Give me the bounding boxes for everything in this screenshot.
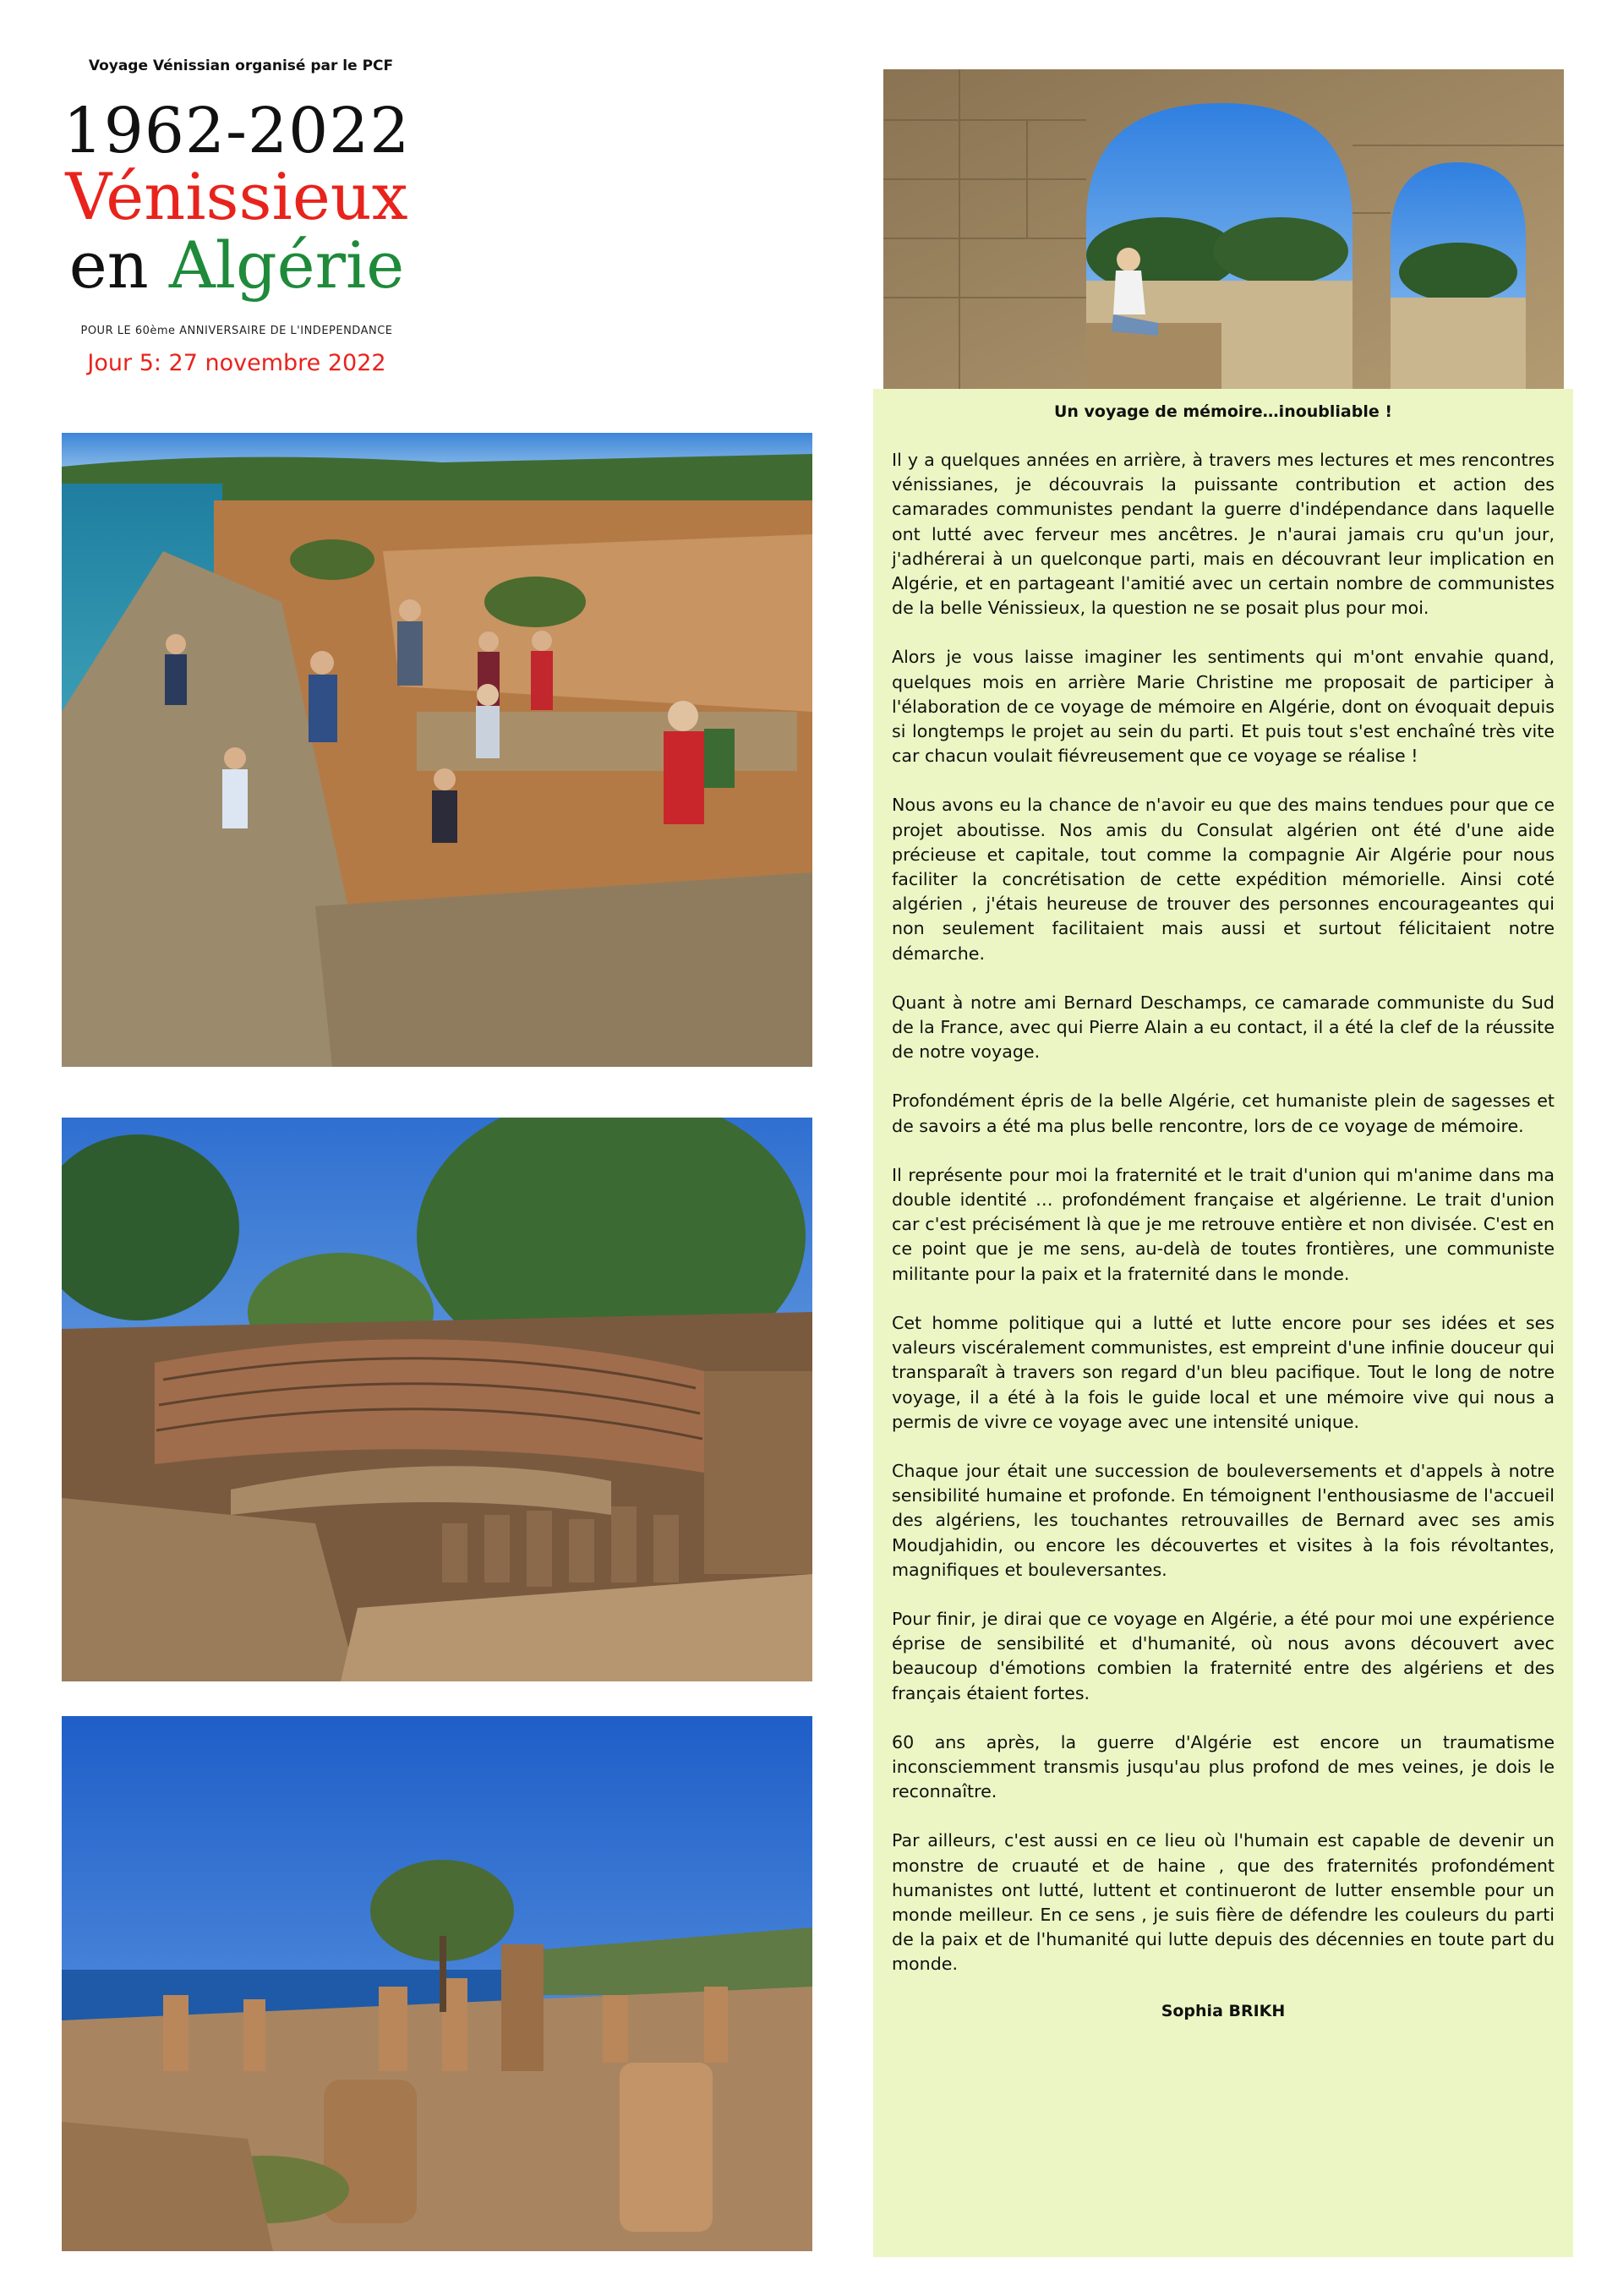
- article-panel: [873, 389, 1573, 2257]
- article-paragraph: Par ailleurs, c'est aussi en ce lieu où l'humain est capable de devenir un monstre de cruauté et de haine , que des fraternités profondément humanistes ont lutté, luttent et continueront de lutter ensemble pour un monde meilleur. En ce sens , je suis fière de défendre les couleurs du parti de la paix et de l'humanité qui lutte depuis des décennies en toute part du monde.: [892, 1830, 1555, 1975]
- article-paragraph: Il représente pour moi la fraternité et le trait d'union qui m'anime dans ma double identité … profondément française et algérienne. Le trait d'union car c'est précisément là que je me retrouve entière et non divisée. C'est en ce point que je me sens, au-delà de toutes frontières, une communiste militante pour la paix et la fraternité dans le monde.: [892, 1164, 1555, 1284]
- photo-theatre-ruins-drawing: [62, 1118, 812, 1681]
- article-title: Un voyage de mémoire…inoubliable !: [1053, 402, 1393, 421]
- article-paragraph: Alors je vous laisse imaginer les sentiments qui m'ont envahie quand, quelques mois en arrière Marie Christine me proposait de participer à l'élaboration de ce voyage de mémoire en Algérie, dont on évoquait depuis si longtemps le projet au sein du parti. Et puis tout s'est enchaîné très vite car chacun voulait fiévreusement que ce voyage se réalise !: [892, 647, 1555, 767]
- organizer-line: Voyage Vénissian organisé par le PCF: [88, 57, 394, 74]
- article-paragraph: Chaque jour était une succession de bouleversements et d'appels à notre sensibilité humaine et profonde. En témoignent l'enthousiasme de l'accueil des algériens, les touchantes retrouvailles de Bernard avec ses amis Moudjahidin, ou encore les découvertes et visites à la fois révoltantes, magnifiques et bouleversantes.: [892, 1460, 1555, 1580]
- article-paragraph: Pour finir, je dirai que ce voyage en Algérie, a été pour moi une expérience éprise de sensibilité et d'humanité, où nous avons découvert avec beaucoup d'émotions combien la fraternité entre des algériens et des français étaient fortes.: [892, 1608, 1555, 1703]
- photo-roman-arch: [883, 69, 1564, 391]
- photo-coastal-columns: [62, 1716, 812, 2251]
- article-paragraph: Il y a quelques années en arrière, à travers mes lectures et mes rencontres vénissianes, je découvrais la puissante contribution et action des camarades communistes pendant la guerre d'indépendance dans laquelle ont lutté avec ferveur mes ancêtres. Je n'aurai jamais cru qu'un jour, j'adhérerai à un quelconque parti, mais en découvrant leur implication en Algérie, et en partageant l'amitié avec un certain nombre de communistes de la belle Vénissieux, la question ne se posait plus pour moi.: [892, 450, 1555, 619]
- photo-roman-arch-drawing: [883, 69, 1564, 391]
- title-years: 1962-2022: [63, 95, 411, 167]
- article-paragraph: Quant à notre ami Bernard Deschamps, ce camarade communiste du Sud de la France, avec qui Pierre Alain a eu contact, il a été la clef de la réussite de notre voyage.: [892, 992, 1555, 1063]
- article-paragraph: Cet homme politique qui a lutté et lutte encore pour ses idées et ses valeurs viscéralement communistes, est empreint d'une infinie douceur qui transparaît à travers son regard d'un bleu pacifique. Tout le long de notre voyage, il a été à la fois le guide local et une mémoire vive qui nous a permis de vivre ce voyage avec une intensité unique.: [892, 1312, 1555, 1432]
- title-city: Vénissieux: [65, 159, 408, 234]
- title-country-prefix: en: [68, 227, 149, 303]
- photo-group-ruins: [62, 433, 812, 1067]
- anniversary-subtitle: POUR LE 60ème ANNIVERSAIRE DE L'INDEPENDANCE: [80, 325, 393, 337]
- title-country-name: Algérie: [168, 227, 405, 303]
- article-paragraph: 60 ans après, la guerre d'Algérie est encore un traumatisme inconsciemment transmis jusqu'au plus profond de mes veines, je dois le reconnaître.: [892, 1731, 1555, 1802]
- article-paragraph: Nous avons eu la chance de n'avoir eu que des mains tendues pour que ce projet aboutisse. Nos amis du Consulat algérien ont été d'une aide précieuse et capitale, tout comme la compagnie Air Algérie pour nous faciliter la concrétisation de cette expédition mémorielle. Ainsi coté algérien , j'étais heureuse de trouver des personnes encourageantes qui non seulement facilitaient mais aussi et surtout félicitaient notre démarche.: [892, 795, 1555, 964]
- article-paragraph: Profondément épris de la belle Algérie, cet humaniste plein de sagesses et de savoirs a été ma plus belle rencontre, lors de ce voyage de mémoire.: [892, 1091, 1555, 1136]
- photo-group-ruins-drawing: [62, 433, 812, 1067]
- article-signature: Sophia BRIKH: [1161, 2001, 1286, 2020]
- day-label: Jour 5: 27 novembre 2022: [87, 350, 386, 376]
- photo-theatre-ruins: [62, 1118, 812, 1681]
- title-country: [51, 227, 423, 303]
- article-body: [892, 448, 1555, 1977]
- photo-coastal-columns-drawing: [62, 1716, 812, 2251]
